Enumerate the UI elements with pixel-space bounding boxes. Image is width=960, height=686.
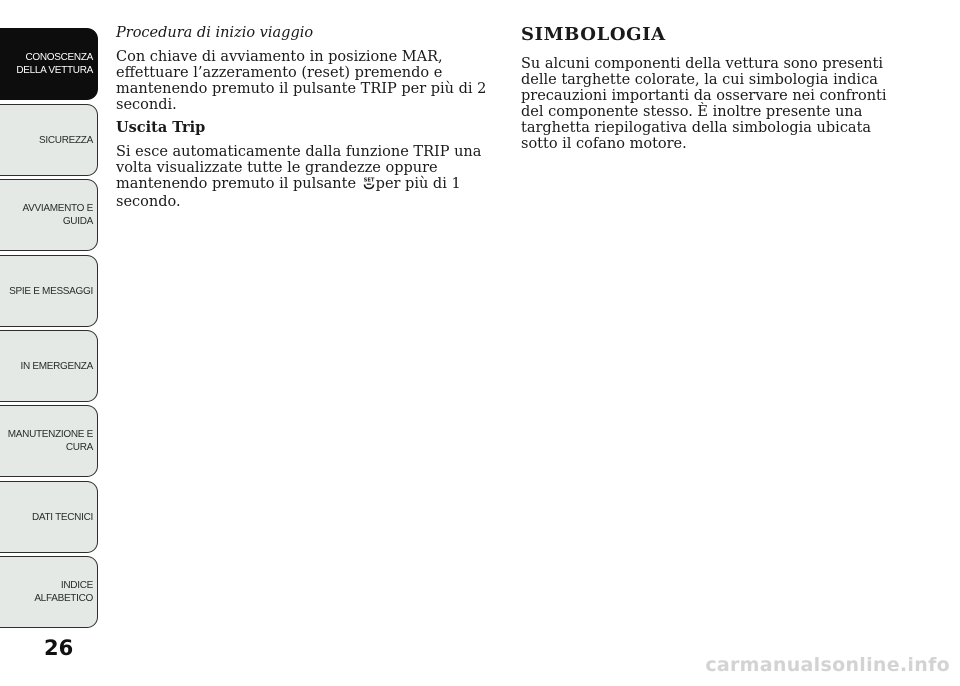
tab-conoscenza-della-vettura[interactable] (0, 28, 98, 100)
exit-text-before: Si esce automaticamente dalla funzione TRIP una volta visualizzate tutte le grandezze oppure mantenendo premuto il pulsante (116, 144, 482, 192)
tab-label-line: DELLA VETTURA (16, 65, 93, 76)
right-column (521, 25, 901, 152)
tab-label-line: DATI TECNICI (31, 511, 93, 523)
tab-label-line: INDICE (60, 580, 93, 591)
procedure-text: Con chiave di avviamento in posizione MAR, effettuare l’azzeramento (reset) premendo e mantenendo premuto il pulsante TRIP per più di 2 secondi. (116, 49, 487, 113)
tab-label-line: MANUTENZIONE E (7, 429, 93, 440)
exit-trip-text (116, 144, 496, 210)
site-watermark: carmanualsonline.info (705, 654, 950, 676)
tab-label-line: CONOSCENZA (25, 52, 93, 63)
tab-indice-alfabetico[interactable] (0, 556, 98, 628)
tab-label-line: IN EMERGENZA (20, 360, 93, 372)
left-column (116, 25, 496, 210)
tab-label-line: GUIDA (62, 216, 93, 227)
tab-label-line: ALFABETICO (34, 593, 93, 604)
exit-text-after: per più di 1 secondo. (116, 176, 461, 210)
tab-spie-e-messaggi[interactable] (0, 255, 98, 327)
procedure-heading: Procedura di inizio viaggio (116, 25, 314, 41)
tab-label-line: AVVIAMENTO E (22, 203, 93, 214)
tab-label-line: SPIE E MESSAGGI (9, 285, 93, 297)
tab-manutenzione-e-cura[interactable] (0, 405, 98, 477)
svg-text:SET: SET (363, 177, 375, 184)
tab-label-line: SICUREZZA (39, 134, 93, 146)
page-number: 26 (44, 636, 74, 660)
exit-trip-heading: Uscita Trip (116, 119, 206, 136)
set-button-icon (363, 176, 375, 194)
tab-dati-tecnici[interactable] (0, 481, 98, 553)
section-title-simbologia: SIMBOLOGIA (521, 24, 666, 45)
tab-avviamento-e-guida[interactable] (0, 179, 98, 251)
simbologia-text: Su alcuni componenti della vettura sono presenti delle targhette colorate, la cui simbologia indica precauzioni importanti da osservare nei confronti del componente stesso. È inoltre presente una targhetta riepilogativa della simbologia ubicata sotto il cofano motore. (521, 56, 887, 152)
tab-in-emergenza[interactable] (0, 330, 98, 402)
tab-label-line: CURA (65, 442, 93, 453)
tab-sicurezza[interactable] (0, 104, 98, 176)
